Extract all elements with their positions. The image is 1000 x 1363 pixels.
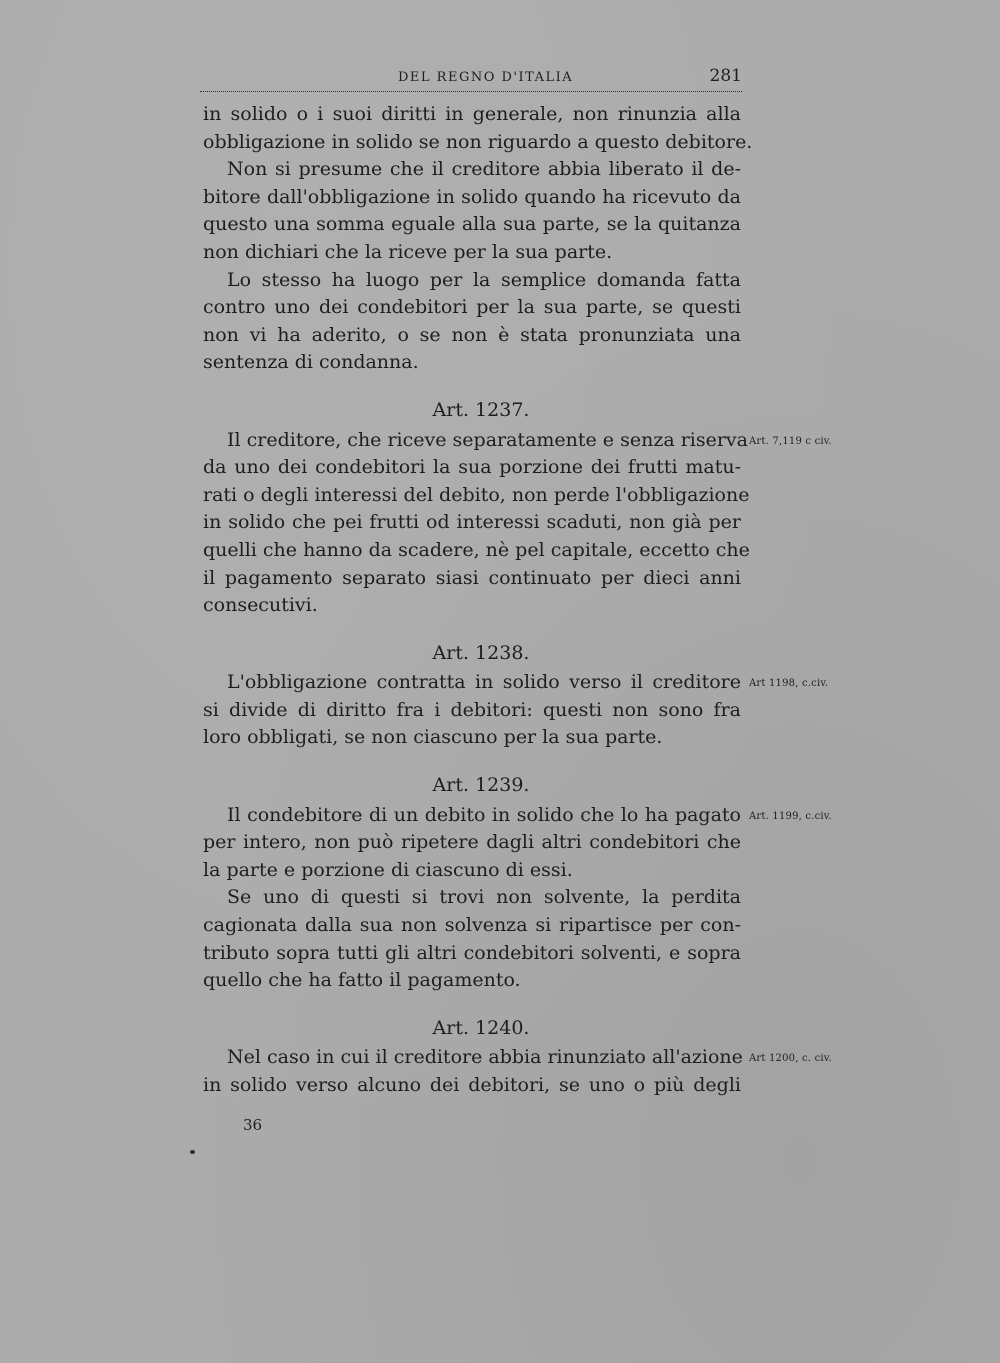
text-line: Il condebitore di un debito in solido che lo ha pagato (227, 803, 741, 826)
text-line: loro obbligati, se non ciascuno per la sua parte. (203, 726, 663, 749)
text-line: consecutivi. (203, 594, 318, 617)
text-line: bitore dall'obbligazione in solido quando ha ricevuto da (203, 185, 741, 208)
text-line: quelli che hanno da scadere, nè pel capitale, eccetto che (203, 538, 750, 561)
text-line: in solido o i suoi diritti in generale, non rinunzia alla (203, 103, 741, 125)
text-line: in solido che pei frutti od interessi scaduti, non già per (203, 511, 741, 534)
article-heading: Art. 1237. (432, 398, 530, 421)
margin-note: Art. 7,119 c civ. (749, 435, 832, 447)
text-line: questo una somma eguale alla sua parte, se la quitanza (203, 213, 741, 236)
text-line: L'obbligazione contratta in solido verso il creditore (227, 671, 741, 694)
article-heading: Art. 1238. (432, 641, 530, 664)
margin-note: Art 1200, c. civ. (749, 1053, 832, 1065)
signature-folio: 36 (243, 1116, 263, 1134)
text-line: per intero, non può ripetere dagli altri condebitori che (203, 831, 741, 854)
text-line: Nel caso in cui il creditore abbia rinunziato all'azione (227, 1046, 743, 1069)
text-line: tributo sopra tutti gli altri condebitori solventi, e sopra (203, 941, 741, 964)
text-line: Se uno di questi si trovi non solvente, la perdita (227, 886, 741, 909)
text-line: in solido verso alcuno dei debitori, se uno o più degli (203, 1074, 741, 1096)
article-heading: Art. 1240. (432, 1016, 530, 1039)
text-line: la parte e porzione di ciascuno di essi. (203, 858, 573, 881)
page-number: 281 (709, 66, 742, 86)
ink-speck (190, 1150, 195, 1154)
text-line: Il creditore, che riceve separatamente e senza riserva (227, 428, 748, 451)
margin-note: Art. 1199, c.civ. (749, 810, 832, 822)
margin-note: Art 1198, c.civ. (749, 678, 829, 690)
text-line: cagionata dalla sua non solvenza si ripartisce per con- (203, 914, 741, 937)
text-line: rati o degli interessi del debito, non perde l'obbligazione (203, 483, 750, 506)
article-heading: Art. 1239. (432, 774, 530, 797)
text-line: da uno dei condebitori la sua porzione dei frutti matu- (203, 456, 741, 479)
text-line: obbligazione in solido se non riguardo a questo debitore. (203, 130, 753, 153)
running-head: DEL REGNO D'ITALIA (398, 70, 574, 85)
text-line: il pagamento separato siasi continuato per dieci anni (203, 566, 741, 589)
text-line: sentenza di condanna. (203, 351, 419, 374)
header-rule (200, 91, 742, 92)
text-line: quello che ha fatto il pagamento. (203, 969, 521, 992)
text-line: si divide di diritto fra i debitori: questi non sono fra (203, 698, 741, 721)
text-line: non dichiari che la riceve per la sua parte. (203, 240, 613, 263)
text-line: non vi ha aderito, o se non è stata pronunziata una (203, 323, 741, 346)
page-body (203, 101, 753, 1100)
text-line: Lo stesso ha luogo per la semplice domanda fatta (227, 268, 741, 291)
text-line: contro uno dei condebitori per la sua parte, se questi (203, 296, 741, 319)
text-line: Non si presume che il creditore abbia liberato il de- (227, 158, 741, 181)
page-header (200, 66, 742, 92)
